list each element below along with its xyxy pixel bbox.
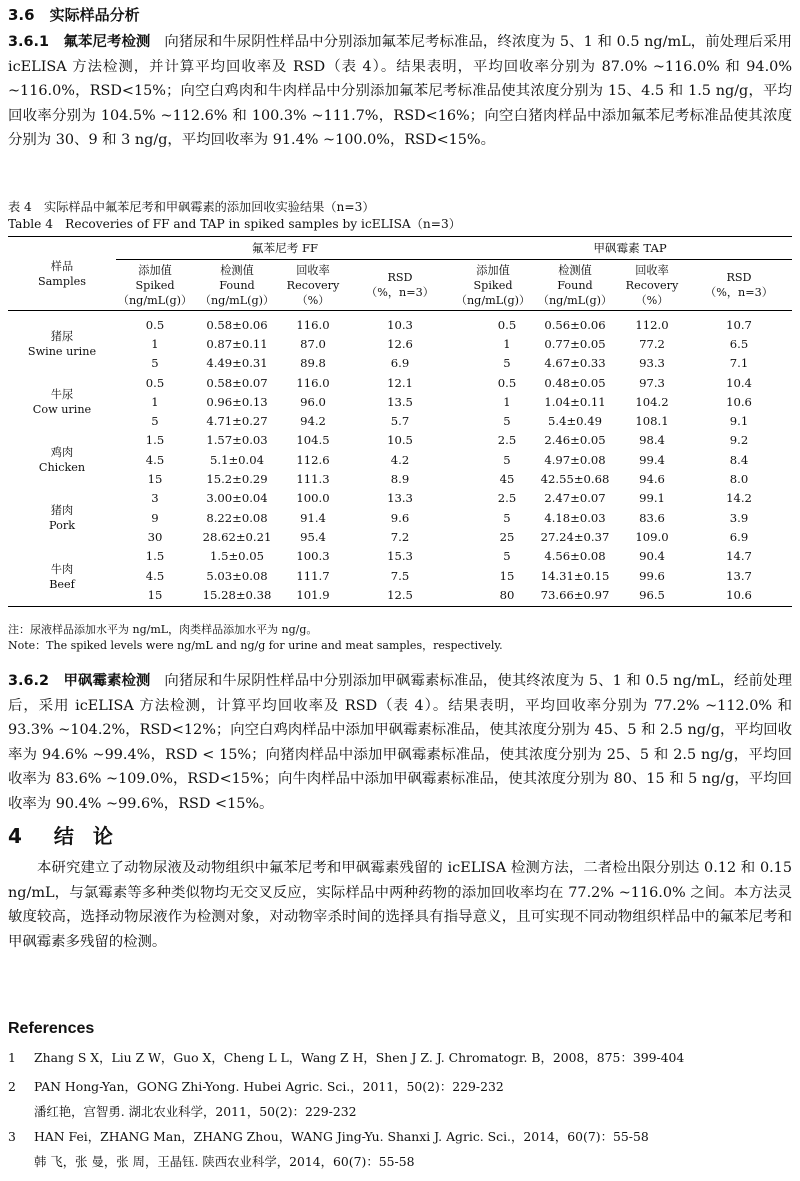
table-cell: 109.0 xyxy=(635,529,669,544)
table-cell: 10.3 xyxy=(387,317,413,332)
paragraph-florfenicol xyxy=(8,30,792,153)
table-cell: 99.4 xyxy=(639,452,665,467)
table-row xyxy=(8,469,792,488)
table-cell: 15 xyxy=(499,568,515,583)
table-cell: 15 xyxy=(147,472,163,487)
table-note-cn: 注：尿液样品添加水平为 ng/mL，肉类样品添加水平为 ng/g。 xyxy=(8,623,318,636)
header-tap-found: 检测值 Found （ng/mL(g)） xyxy=(532,260,618,311)
sample-name-en: Beef xyxy=(49,577,75,591)
table-cell: 45 xyxy=(499,472,515,487)
reference-line xyxy=(8,1074,792,1099)
table-cell: 0.48±0.05 xyxy=(544,375,606,390)
table-cell: 100.0 xyxy=(296,491,330,506)
sample-name-en: Chicken xyxy=(38,460,86,474)
table-cell: 2.47±0.07 xyxy=(544,491,606,506)
table-cell: 1 xyxy=(151,336,159,351)
table-cell: 5 xyxy=(503,452,511,467)
table-cell: 15.2±0.29 xyxy=(206,472,268,487)
table-cell: 15.3 xyxy=(387,549,413,564)
table-cell: 4.5 xyxy=(145,568,165,583)
table-cell: 10.7 xyxy=(726,317,752,332)
table-cell: 73.66±0.97 xyxy=(532,585,618,607)
references-heading: References xyxy=(8,1020,95,1037)
table-cell: 12.1 xyxy=(387,375,413,390)
table-cell: 1.5 xyxy=(145,549,165,564)
table-cell: 104.2 xyxy=(635,394,669,409)
table-cell: 12.5 xyxy=(346,585,454,607)
table-cell: 0.77±0.05 xyxy=(544,336,606,351)
table-cell: 9.2 xyxy=(729,433,749,448)
table-cell: 7.2 xyxy=(390,529,410,544)
sample-name-cell xyxy=(8,373,116,431)
table-row xyxy=(8,566,792,585)
table-cell: 15 xyxy=(116,585,194,607)
table-caption-cn: 表 4 实际样品中氟苯尼考和甲砜霉素的添加回收实验结果（n=3） xyxy=(8,200,375,214)
subsection-heading-tap: 3.6.2 甲砜霉素检测 xyxy=(8,673,151,689)
table-cell: 0.56±0.06 xyxy=(544,317,606,332)
table-row xyxy=(8,411,792,430)
header-ff-rsd: RSD （%，n=3） xyxy=(346,260,454,311)
table-cell: 0.58±0.07 xyxy=(206,375,268,390)
table-cell: 0.96±0.13 xyxy=(206,394,268,409)
reference-number: 3 xyxy=(8,1129,16,1144)
table-caption-en: Table 4 Recoveries of FF and TAP in spiked samples by icELISA（n=3） xyxy=(8,217,461,231)
table-cell: 42.55±0.68 xyxy=(540,472,610,487)
paragraph-thiamphenicol xyxy=(8,669,792,816)
table-cell: 30 xyxy=(147,529,163,544)
reference-line: 韩 飞，张 曼，张 周，王晶钰. 陕西农业科学，2014，60(7)：55-58 xyxy=(34,1154,415,1169)
table-cell: 116.0 xyxy=(296,317,330,332)
table-cell: 87.0 xyxy=(300,336,326,351)
reference-number: 2 xyxy=(8,1079,16,1094)
table-cell: 10.6 xyxy=(726,394,752,409)
table-cell: 5.03±0.08 xyxy=(206,568,268,583)
table-cell: 93.3 xyxy=(639,356,665,371)
table-cell: 112.0 xyxy=(635,317,669,332)
sample-name-cn: 猪尿 xyxy=(50,329,74,343)
recovery-table xyxy=(8,236,792,607)
table-cell: 101.9 xyxy=(280,585,346,607)
header-group-ff: 氟苯尼考 FF xyxy=(116,237,454,260)
table-header-columns xyxy=(8,260,792,311)
table-cell: 99.6 xyxy=(639,568,665,583)
table-cell: 0.5 xyxy=(497,375,517,390)
reference-item xyxy=(8,1074,792,1124)
sample-name-cn: 牛尿 xyxy=(50,387,74,401)
table-cell: 90.4 xyxy=(639,549,665,564)
table-cell: 5.1±0.04 xyxy=(210,452,264,467)
reference-line xyxy=(8,1045,792,1070)
sample-name-cell xyxy=(8,547,116,607)
table-cell: 4.5 xyxy=(145,452,165,467)
table-cell: 4.2 xyxy=(390,452,410,467)
table-cell: 4.67±0.33 xyxy=(544,356,606,371)
table-cell: 9.6 xyxy=(390,510,410,525)
reference-item xyxy=(8,1045,792,1070)
table-cell: 14.7 xyxy=(726,549,752,564)
table-cell: 4.71±0.27 xyxy=(206,414,268,429)
table-cell: 10.4 xyxy=(726,375,752,390)
table-cell: 1.5±0.05 xyxy=(210,549,264,564)
header-samples xyxy=(8,237,116,311)
sample-name-cn: 猪肉 xyxy=(50,503,74,517)
table-cell: 5 xyxy=(503,356,511,371)
table-cell: 5.7 xyxy=(390,414,410,429)
table-body xyxy=(8,311,792,607)
table-cell: 1.57±0.03 xyxy=(206,433,268,448)
table-cell: 111.7 xyxy=(296,568,330,583)
table-cell: 95.4 xyxy=(300,529,326,544)
table-cell: 5 xyxy=(151,414,159,429)
table-cell: 0.5 xyxy=(145,375,165,390)
table-cell: 1.5 xyxy=(145,433,165,448)
table-cell: 8.9 xyxy=(390,472,410,487)
header-ff-recovery: 回收率 Recovery （%） xyxy=(280,260,346,311)
table-cell: 8.22±0.08 xyxy=(206,510,268,525)
table-row xyxy=(8,547,792,566)
table-cell: 83.6 xyxy=(639,510,665,525)
table-cell: 6.9 xyxy=(390,356,410,371)
table-cell: 14.31±0.15 xyxy=(540,568,610,583)
table-row xyxy=(8,585,792,607)
table-cell: 96.5 xyxy=(618,585,686,607)
table-cell: 89.8 xyxy=(300,356,326,371)
reference-number: 1 xyxy=(8,1050,16,1065)
table-cell: 4.49±0.31 xyxy=(206,356,268,371)
reference-line xyxy=(8,1124,792,1149)
table-row xyxy=(8,373,792,392)
sample-name-cn: 牛肉 xyxy=(50,562,74,576)
table-cell: 5 xyxy=(503,549,511,564)
reference-text: Zhang S X，Liu Z W，Guo X，Cheng L L，Wang Z H，Shen J Z. J. Chromatogr. B，2008，875：399-404 xyxy=(34,1050,685,1065)
table-cell: 97.3 xyxy=(639,375,665,390)
table-cell: 4.56±0.08 xyxy=(544,549,606,564)
table-row xyxy=(8,508,792,527)
table-cell: 2.5 xyxy=(497,491,517,506)
table-row xyxy=(8,489,792,508)
table-cell: 3.00±0.04 xyxy=(206,491,268,506)
header-group-tap: 甲砜霉素 TAP xyxy=(454,237,792,260)
header-tap-spiked: 添加值 Spiked （ng/mL(g)） xyxy=(454,260,532,311)
table-cell: 8.0 xyxy=(729,472,749,487)
sample-name-cell xyxy=(8,431,116,489)
table-cell: 1 xyxy=(151,394,159,409)
sample-name-cell xyxy=(8,489,116,547)
table-cell: 10.6 xyxy=(686,585,792,607)
reference-line: 潘红艳，宫智勇. 湖北农业科学，2011，50(2)：229-232 xyxy=(34,1104,357,1119)
table-cell: 104.5 xyxy=(296,433,330,448)
table-cell: 27.24±0.37 xyxy=(540,529,610,544)
table-cell: 0.5 xyxy=(497,317,517,332)
table-cell: 116.0 xyxy=(296,375,330,390)
table-cell: 0.58±0.06 xyxy=(206,317,268,332)
table-cell: 2.5 xyxy=(497,433,517,448)
section-title: 3.6 实际样品分析 xyxy=(8,6,140,24)
table-cell: 5 xyxy=(503,510,511,525)
header-ff-spiked: 添加值 Spiked （ng/mL(g)） xyxy=(116,260,194,311)
table-cell: 13.5 xyxy=(387,394,413,409)
table-cell: 100.3 xyxy=(296,549,330,564)
sample-name-en: Pork xyxy=(49,518,75,532)
reference-item xyxy=(8,1124,792,1174)
reference-text: HAN Fei，ZHANG Man，ZHANG Zhou，WANG Jing-Yu. Shanxi J. Agric. Sci.，2014，60(7)：55-58 xyxy=(34,1129,649,1144)
table-cell: 9 xyxy=(151,510,159,525)
table-cell: 0.5 xyxy=(145,317,165,332)
table-cell: 7.5 xyxy=(390,568,410,583)
table-row xyxy=(8,354,792,373)
table-row xyxy=(8,334,792,353)
table-cell: 5 xyxy=(503,414,511,429)
table-cell: 13.7 xyxy=(726,568,752,583)
table-cell: 10.5 xyxy=(387,433,413,448)
table-cell: 1 xyxy=(503,394,511,409)
paragraph-ff-text: 向猪尿和牛尿阴性样品中分别添加氟苯尼考标准品，终浓度为 5、1 和 0.5 ng/mL，前处理后采用 icELISA 方法检测，并计算平均回收率及 RSD（表 4）。结果表明，平均回收率分别为 87.0% ~116.0% 和 94.0% ~116.0%，RSD<15%；向空白鸡肉和牛肉样品中分别添加氟苯尼考标准品使其浓度分别为 15、4.5 和 1.5 ng/g，平均回收率分别为 104.5% ~112.6% 和 100.3% ~111.7%，RSD<16%；向空白猪肉样品中添加氟苯尼考标准品使其浓度分别为 30、9 和 3 ng/g，平均回收率为 91.4% ~100.0%，RSD<15%。 xyxy=(8,34,793,148)
table-cell: 6.9 xyxy=(729,529,749,544)
header-tap-recovery: 回收率 Recovery （%） xyxy=(618,260,686,311)
table-row xyxy=(8,311,792,335)
table-cell: 77.2 xyxy=(639,336,665,351)
conclusion-heading: 4 结 论 xyxy=(8,824,119,848)
header-samples-en: Samples xyxy=(37,274,87,288)
table-note-en: Note：The spiked levels were ng/mL and ng/g for urine and meat samples，respectively. xyxy=(8,639,503,652)
table-cell: 13.3 xyxy=(387,491,413,506)
table-cell: 28.62±0.21 xyxy=(202,529,272,544)
table-cell: 0.87±0.11 xyxy=(206,336,268,351)
table-cell: 2.46±0.05 xyxy=(544,433,606,448)
sample-name-cell xyxy=(8,311,116,373)
sample-name-cn: 鸡肉 xyxy=(50,445,74,459)
table-cell: 99.1 xyxy=(639,491,665,506)
table-cell: 3 xyxy=(151,491,159,506)
conclusion-paragraph: 本研究建立了动物尿液及动物组织中氟苯尼考和甲砜霉素残留的 icELISA 检测方法，二者检出限分别达 0.12 和 0.15 ng/mL，与氯霉素等多种类似物均无交叉反应，实际样品中两种药物的添加回收率均在 77.2% ~116.0% 之间。本方法灵敏度较高，选择动物尿液作为检测对象，对动物宰杀时间的选择具有指导意义，且可实现不同动物组织样品中的氟苯尼考和甲砜霉素多残留的检测。 xyxy=(8,860,792,950)
table-cell: 14.2 xyxy=(726,491,752,506)
paragraph-tap-text: 向猪尿和牛尿阴性样品中分别添加甲砜霉素标准品，使其终浓度为 5、1 和 0.5 ng/mL，经前处理后，采用 icELISA 方法检测，计算平均回收率及 RSD（表 4）。结果表明，平均回收率分别为 77.2% ~112.0% 和 93.3% ~104.2%，RSD<12%；向空白鸡肉样品中添加甲砜霉素标准品，使其浓度分别为 45、5 和 2.5 ng/g，平均回收率为 94.6% ~99.4%，RSD < 15%；向猪肉样品中添加甲砜霉素标准品，使其浓度分别为 25、5 和 2.5 ng/g，平均回收率为 83.6% ~109.0%，RSD<15%；向牛肉样品中添加甲砜霉素标准品，使其浓度分别为 80、15 和 5 ng/g，平均回收率为 90.4% ~99.6%，RSD <15%。 xyxy=(8,673,793,812)
subsection-heading-ff: 3.6.1 氟苯尼考检测 xyxy=(8,34,151,50)
table-cell: 94.2 xyxy=(300,414,326,429)
table-row xyxy=(8,527,792,546)
table-cell: 15.28±0.38 xyxy=(194,585,280,607)
table-cell: 98.4 xyxy=(639,433,665,448)
table-cell: 1 xyxy=(503,336,511,351)
table-cell: 80 xyxy=(454,585,532,607)
table-cell: 1.04±0.11 xyxy=(544,394,606,409)
table-cell: 25 xyxy=(499,529,515,544)
table-cell: 5 xyxy=(151,356,159,371)
table-cell: 12.6 xyxy=(387,336,413,351)
sample-name-en: Swine urine xyxy=(27,344,97,358)
header-tap-rsd: RSD （%，n=3） xyxy=(686,260,792,311)
table-cell: 111.3 xyxy=(296,472,330,487)
table-cell: 3.9 xyxy=(729,510,749,525)
table-row xyxy=(8,450,792,469)
table-cell: 94.6 xyxy=(639,472,665,487)
table-row xyxy=(8,431,792,450)
table-cell: 112.6 xyxy=(296,452,330,467)
sample-name-en: Cow urine xyxy=(32,402,92,416)
table-cell: 9.1 xyxy=(729,414,749,429)
table-cell: 4.18±0.03 xyxy=(544,510,606,525)
table-cell: 8.4 xyxy=(729,452,749,467)
table-cell: 96.0 xyxy=(300,394,326,409)
header-ff-found: 检测值 Found （ng/mL(g)） xyxy=(194,260,280,311)
table-cell: 4.97±0.08 xyxy=(544,452,606,467)
header-samples-cn: 样品 xyxy=(50,259,74,273)
table-header-groups xyxy=(8,237,792,260)
table-cell: 91.4 xyxy=(300,510,326,525)
table-cell: 5.4±0.49 xyxy=(548,414,602,429)
reference-text: PAN Hong-Yan，GONG Zhi-Yong. Hubei Agric. Sci.，2011，50(2)：229-232 xyxy=(34,1079,504,1094)
table-cell: 6.5 xyxy=(729,336,749,351)
table-cell: 7.1 xyxy=(729,356,749,371)
table-row xyxy=(8,392,792,411)
table-cell: 108.1 xyxy=(635,414,669,429)
